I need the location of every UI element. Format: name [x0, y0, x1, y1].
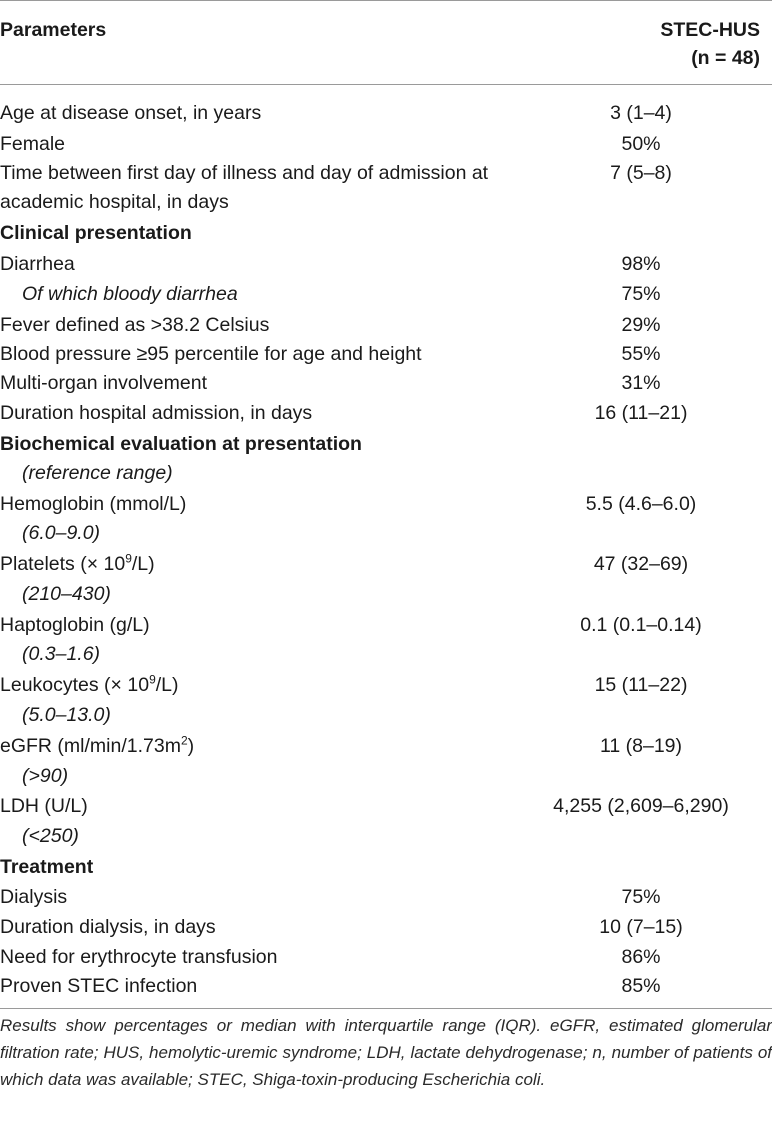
row-label: Fever defined as >38.2 Celsius: [0, 314, 270, 336]
row-value: 7 (5–8): [610, 162, 672, 184]
label-part: /L): [131, 553, 155, 575]
row-value: 50%: [621, 133, 661, 155]
label-part: Leukocytes (× 10: [0, 674, 150, 696]
header-column-title: STEC-HUS: [660, 19, 760, 41]
row-reference: (0.3–1.6): [22, 643, 101, 665]
row-label: LDH (U/L): [0, 795, 88, 817]
row-value: 11 (8–19): [599, 735, 683, 757]
row-reference: (210–430): [22, 583, 111, 605]
row-value: 16 (11–21): [594, 402, 688, 424]
row-label: Diarrhea: [0, 253, 75, 275]
row-label: academic hospital, in days: [0, 191, 229, 213]
row-label: Time between first day of illness and day of admission at: [0, 162, 489, 184]
row-value: 75%: [621, 886, 661, 908]
row-label: Duration hospital admission, in days: [0, 402, 313, 424]
row-value: 10 (7–15): [599, 916, 683, 938]
row-value: 3 (1–4): [610, 102, 672, 124]
header-stec-hus: [560, 16, 760, 72]
section-treatment: Treatment: [0, 856, 94, 878]
row-value: 98%: [621, 253, 661, 275]
row-label: Hemoglobin (mmol/L): [0, 493, 187, 515]
row-label: Female: [0, 133, 66, 155]
label-part: eGFR (ml/min/1.73m: [0, 735, 181, 757]
bottom-rule: [0, 1008, 772, 1009]
row-value: 47 (32–69): [593, 553, 689, 575]
row-label: [0, 732, 194, 760]
row-reference: (5.0–13.0): [22, 704, 111, 726]
row-label: Age at disease onset, in years: [0, 102, 262, 124]
row-label: [0, 671, 179, 699]
row-label: Dialysis: [0, 886, 68, 908]
row-label: Of which bloody diarrhea: [22, 283, 238, 305]
row-label: Blood pressure ≥95 percentile for age and height: [0, 343, 422, 365]
row-value: 5.5 (4.6–6.0): [585, 493, 697, 515]
row-value: 29%: [621, 314, 661, 336]
header-column-n: (n = 48): [691, 47, 760, 69]
row-reference: (6.0–9.0): [22, 522, 101, 544]
row-label: [0, 550, 155, 578]
label-superscript: 2: [180, 733, 188, 748]
row-value: 4,255 (2,609–6,290): [553, 795, 729, 817]
reference-range-label: (reference range): [22, 462, 173, 484]
top-rule: [0, 0, 772, 1]
row-label: Need for erythrocyte transfusion: [0, 946, 278, 968]
label-part: /L): [155, 674, 179, 696]
row-value: 86%: [621, 946, 661, 968]
row-value: 75%: [621, 283, 661, 305]
header-parameters: Parameters: [0, 19, 107, 41]
table-footnote: Results show percentages or median with interquartile range (IQR). eGFR, estimated glomerular filtration rate; HUS, hemolytic-uremic syndrome; LDH, lactate dehydrogenase; n, number of patients of which data was available; STEC, Shiga-toxin-producing Escherichia coli.: [0, 1016, 772, 1089]
label-superscript: 9: [149, 672, 156, 687]
row-value: 31%: [621, 372, 661, 394]
row-reference: (>90): [22, 765, 69, 787]
row-value: 55%: [621, 343, 661, 365]
row-label: Proven STEC infection: [0, 975, 198, 997]
section-clinical: Clinical presentation: [0, 222, 192, 244]
row-value: 15 (11–22): [594, 674, 688, 696]
row-reference: (<250): [22, 825, 79, 847]
label-part: ): [187, 735, 195, 757]
row-label: Multi-organ involvement: [0, 372, 208, 394]
row-value: 0.1 (0.1–0.14): [580, 614, 702, 636]
label-part: Platelets (× 10: [0, 553, 126, 575]
label-superscript: 9: [125, 551, 132, 566]
section-biochemical: Biochemical evaluation at presentation: [0, 433, 362, 455]
header-rule: [0, 84, 772, 85]
row-label: Haptoglobin (g/L): [0, 614, 150, 636]
row-label: Duration dialysis, in days: [0, 916, 216, 938]
row-value: 85%: [621, 975, 661, 997]
